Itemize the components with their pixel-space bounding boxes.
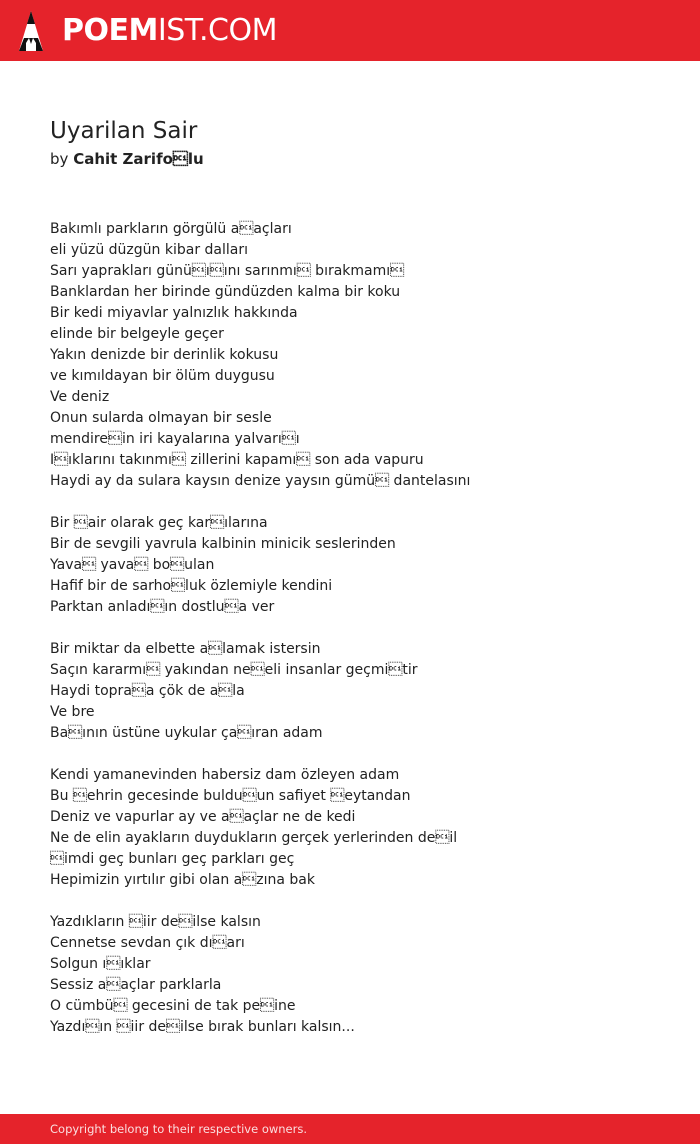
poem-line: Iıklarını takınmı zillerini kapamı son ada vapuru xyxy=(50,452,424,468)
poem-line: Parktan anladıın dostlua ver xyxy=(50,599,275,615)
poem-line: Ve deniz xyxy=(50,389,110,405)
poem-line: Onun sularda olmayan bir sesle xyxy=(50,410,272,426)
poem-stanza xyxy=(50,513,670,618)
poem-line: Haydi ay da sulara kaysın denize yaysın gümü dantelasını xyxy=(50,473,471,489)
poem-line: Ve bre xyxy=(50,704,95,720)
poem-line: Yava yava boulan xyxy=(50,557,215,573)
poem-stanza xyxy=(50,639,670,744)
poem-line: Sarı yaprakları günüıını sarınmı bırakmamı xyxy=(50,263,405,279)
poem-line: eli yüzü düzgün kibar dalları xyxy=(50,242,249,258)
site-logo-text[interactable] xyxy=(62,11,277,51)
poem-title: Uyarilan Sair xyxy=(50,118,198,144)
poem-line: Ne de elin ayakların duydukların gerçek yerlerinden deil xyxy=(50,830,458,846)
poem-line: Haydi topraa çök de ala xyxy=(50,683,245,699)
poem-line: Bir kedi miyavlar yalnızlık hakkında xyxy=(50,305,298,321)
poem-line: Bakımlı parkların görgülü aaçları xyxy=(50,221,292,237)
poem-line: Yazdıkların iir deilse kalsın xyxy=(50,914,261,930)
pen-nib-icon xyxy=(18,10,44,52)
poem-line: Bir de sevgili yavrula kalbinin minicik seslerinden xyxy=(50,536,396,552)
poem-line: Sessiz aaçlar parklarla xyxy=(50,977,222,993)
logo-light-text: IST.COM xyxy=(157,13,277,48)
poem-line: Bir miktar da elbette alamak istersin xyxy=(50,641,321,657)
poem-line: Bu ehrin gecesinde bulduun safiyet eytandan xyxy=(50,788,411,804)
poem-line: mendirein iri kayalarına yalvarıı xyxy=(50,431,300,447)
poem-line: Kendi yamanevinden habersiz dam özleyen adam xyxy=(50,767,400,783)
site-header xyxy=(0,0,700,61)
poem-stanza xyxy=(50,219,670,492)
poem-line: Solgun ııklar xyxy=(50,956,151,972)
author-name: Cahit Zarifolu xyxy=(73,150,204,168)
poem-line: Hafif bir de sarholuk özlemiyle kendini xyxy=(50,578,333,594)
poem-line: elinde bir belgeyle geçer xyxy=(50,326,224,342)
copyright-text: Copyright belong to their respective owners. xyxy=(50,1122,308,1136)
poem-line: Deniz ve vapurlar ay ve aaçlar ne de kedi xyxy=(50,809,356,825)
poem-line: O cümbü gecesini de tak peine xyxy=(50,998,296,1014)
poem-line: Bir air olarak geç karılarına xyxy=(50,515,268,531)
poem-line: Baının üstüne uykular çaıran adam xyxy=(50,725,323,741)
poem-line: ve kımıldayan bir ölüm duygusu xyxy=(50,368,275,384)
poem-line: Cennetse sevdan çık dıarı xyxy=(50,935,245,951)
site-footer xyxy=(0,1114,700,1144)
poem-line: Yazdıın iir deilse bırak bunları kalsın... xyxy=(50,1019,355,1035)
poem-line: imdi geç bunları geç parkları geç xyxy=(50,851,295,867)
poem-line: Hepimizin yırtılır gibi olan azına bak xyxy=(50,872,315,888)
poem-line: Yakın denizde bir derinlik kokusu xyxy=(50,347,279,363)
poem-body xyxy=(50,219,670,1059)
poem-line: Banklardan her birinde gündüzden kalma bir koku xyxy=(50,284,401,300)
by-label: by xyxy=(50,150,69,168)
poem-line: Saçın kararmı yakından neeli insanlar geçmitir xyxy=(50,662,418,678)
logo-bold-text: POEM xyxy=(62,13,158,48)
poem-stanza xyxy=(50,912,670,1038)
site-logo[interactable] xyxy=(18,9,44,53)
byline xyxy=(50,149,204,169)
poem-stanza xyxy=(50,765,670,891)
